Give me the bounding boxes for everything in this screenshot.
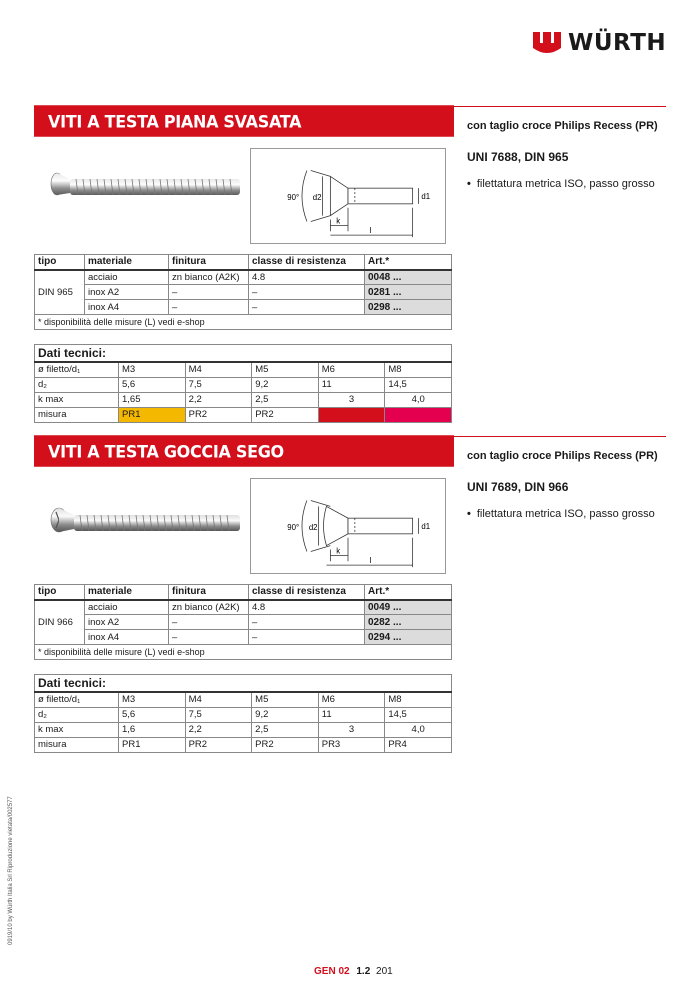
table-header-row [35, 585, 452, 600]
table-row [35, 300, 452, 315]
tech-value: PR1 [119, 407, 186, 422]
tech-label: ø filetto/d₁ [35, 362, 119, 377]
article-table [34, 254, 452, 330]
flat-head-screw-image [48, 168, 244, 204]
table-row [35, 270, 452, 285]
materiale-cell: inox A2 [85, 615, 169, 630]
tech-value: 5,6 [119, 377, 186, 392]
classe-cell: 4.8 [249, 600, 365, 615]
tech-row [35, 392, 452, 407]
drawing-label-d1: d1 [421, 521, 431, 531]
tech-value: 14,5 [385, 377, 452, 392]
header-finitura: finitura [169, 255, 249, 270]
product-subtitle: con taglio croce Philips Recess (PR) [467, 450, 658, 462]
section-divider [454, 436, 666, 437]
table-note-row [35, 315, 452, 330]
drawing-label-angle: 90° [287, 192, 300, 202]
drawing-label-l: l [369, 556, 372, 566]
tech-value: 11 [318, 377, 385, 392]
raised-head-screw-drawing [250, 478, 446, 574]
art-cell: 0282 ... [365, 615, 452, 630]
finitura-cell: zn bianco (A2K) [169, 600, 249, 615]
feature-text: filettatura metrica ISO, passo grosso [476, 178, 655, 190]
tech-value: 14,5 [385, 707, 452, 722]
tech-value: 7,5 [185, 377, 252, 392]
finitura-cell: – [169, 300, 249, 315]
tech-value: M5 [252, 692, 319, 707]
section-raised-head [34, 436, 666, 756]
table-row [35, 630, 452, 645]
classe-cell: – [249, 300, 365, 315]
footer-page-ref: 1.2 [356, 966, 371, 977]
materiale-cell: inox A4 [85, 630, 169, 645]
bullet-icon: • [467, 178, 471, 190]
tech-value: PR1 [119, 737, 186, 752]
tech-value: PR3 [318, 737, 385, 752]
drawing-label-d1: d1 [421, 191, 431, 201]
product-description [467, 120, 667, 190]
header-art: Art.* [365, 255, 452, 270]
drawing-label-d2: d2 [308, 522, 318, 532]
feature-item [467, 178, 667, 190]
tech-value: PR2 [252, 407, 319, 422]
product-standard: UNI 7689, DIN 966 [467, 480, 569, 494]
feature-item [467, 508, 667, 520]
product-subtitle: con taglio croce Philips Recess (PR) [467, 120, 658, 132]
materiale-cell: inox A2 [85, 285, 169, 300]
header-art: Art.* [365, 585, 452, 600]
feature-text: filettatura metrica ISO, passo grosso [476, 508, 655, 520]
drawing-label-d2: d2 [312, 192, 322, 202]
tech-value: 1,6 [119, 722, 186, 737]
product-description [467, 450, 667, 520]
art-cell: 0048 ... [365, 270, 452, 285]
tech-value: M6 [318, 362, 385, 377]
tech-label: misura [35, 737, 119, 752]
tech-row [35, 737, 452, 752]
header-finitura: finitura [169, 585, 249, 600]
tech-value: 9,2 [252, 377, 319, 392]
tech-value: PR2 [185, 737, 252, 752]
header-classe: classe di resistenza [249, 585, 365, 600]
tech-value: 4,0 [385, 392, 452, 407]
tech-value: 7,5 [185, 707, 252, 722]
drawing-label-l: l [369, 226, 372, 236]
tech-value: M8 [385, 362, 452, 377]
tech-label: k max [35, 392, 119, 407]
tech-value: 2,5 [252, 392, 319, 407]
tech-value: 4,0 [385, 722, 452, 737]
section-title: VITI A TESTA PIANA SVASATA [34, 105, 454, 137]
materiale-cell: inox A4 [85, 300, 169, 315]
footer-section: GEN 02 [314, 966, 350, 977]
tech-value: 2,2 [185, 722, 252, 737]
table-note: * disponibilità delle misure (L) vedi e-shop [35, 315, 452, 330]
art-cell: 0049 ... [365, 600, 452, 615]
tech-value: M3 [119, 692, 186, 707]
tech-row [35, 707, 452, 722]
tech-data-title-row [35, 675, 452, 693]
tech-value: 2,2 [185, 392, 252, 407]
page-footer [314, 966, 393, 977]
header-tipo: tipo [35, 585, 85, 600]
tech-row [35, 692, 452, 707]
classe-cell: – [249, 285, 365, 300]
tech-value: M8 [385, 692, 452, 707]
raised-head-screw-image [48, 504, 244, 540]
tech-value: M4 [185, 692, 252, 707]
tech-value: PR4 [385, 407, 452, 422]
drawing-label-k: k [336, 546, 341, 556]
tech-row [35, 362, 452, 377]
footer-page-number: 201 [376, 966, 393, 977]
article-table [34, 584, 452, 660]
tech-label: ø filetto/d₁ [35, 692, 119, 707]
bullet-icon: • [467, 508, 471, 520]
tech-value: 2,5 [252, 722, 319, 737]
tech-value: PR2 [252, 737, 319, 752]
header-materiale: materiale [85, 585, 169, 600]
tech-data-title: Dati tecnici: [35, 675, 452, 693]
tech-label: k max [35, 722, 119, 737]
flat-head-screw-drawing [250, 148, 446, 244]
art-cell: 0294 ... [365, 630, 452, 645]
tech-row [35, 722, 452, 737]
finitura-cell: zn bianco (A2K) [169, 270, 249, 285]
materiale-cell: acciaio [85, 600, 169, 615]
table-row [35, 600, 452, 615]
finitura-cell: – [169, 630, 249, 645]
tech-label: d₂ [35, 707, 119, 722]
finitura-cell: – [169, 615, 249, 630]
section-title: VITI A TESTA GOCCIA SEGO [34, 435, 454, 467]
tipo-cell: DIN 965 [35, 270, 85, 315]
table-row [35, 285, 452, 300]
tech-value: 11 [318, 707, 385, 722]
brand-name: WÜRTH [568, 30, 667, 56]
tech-value: 3 [318, 722, 385, 737]
product-standard: UNI 7688, DIN 965 [467, 150, 569, 164]
section-divider [454, 106, 666, 107]
tech-value: PR4 [385, 737, 452, 752]
tech-data-table [34, 674, 452, 753]
copyright-note: 0919/10 by Würth Italia Srl Riproduzione vietata/002577 [8, 796, 14, 945]
tech-value: M5 [252, 362, 319, 377]
header-tipo: tipo [35, 255, 85, 270]
tech-value: PR2 [185, 407, 252, 422]
drawing-label-angle: 90° [287, 522, 300, 532]
table-note-row [35, 645, 452, 660]
wurth-logo-icon [532, 28, 562, 58]
art-cell: 0298 ... [365, 300, 452, 315]
header-classe: classe di resistenza [249, 255, 365, 270]
tech-value: M3 [119, 362, 186, 377]
drawing-label-k: k [336, 216, 341, 226]
tech-row [35, 377, 452, 392]
tech-label: d₂ [35, 377, 119, 392]
classe-cell: 4.8 [249, 270, 365, 285]
table-row [35, 615, 452, 630]
tech-value: 5,6 [119, 707, 186, 722]
tech-value: PR3 [318, 407, 385, 422]
tech-data-title: Dati tecnici: [35, 345, 452, 363]
tech-data-table [34, 344, 452, 423]
tech-row [35, 407, 452, 422]
tech-data-title-row [35, 345, 452, 363]
materiale-cell: acciaio [85, 270, 169, 285]
section-flat-head [34, 106, 666, 421]
finitura-cell: – [169, 285, 249, 300]
wurth-logo [532, 28, 666, 58]
classe-cell: – [249, 630, 365, 645]
table-header-row [35, 255, 452, 270]
classe-cell: – [249, 615, 365, 630]
tech-value: M4 [185, 362, 252, 377]
table-note: * disponibilità delle misure (L) vedi e-shop [35, 645, 452, 660]
tech-label: misura [35, 407, 119, 422]
tech-value: 1,65 [119, 392, 186, 407]
art-cell: 0281 ... [365, 285, 452, 300]
tech-value: 9,2 [252, 707, 319, 722]
tipo-cell: DIN 966 [35, 600, 85, 645]
tech-value: 3 [318, 392, 385, 407]
header-materiale: materiale [85, 255, 169, 270]
tech-value: M6 [318, 692, 385, 707]
